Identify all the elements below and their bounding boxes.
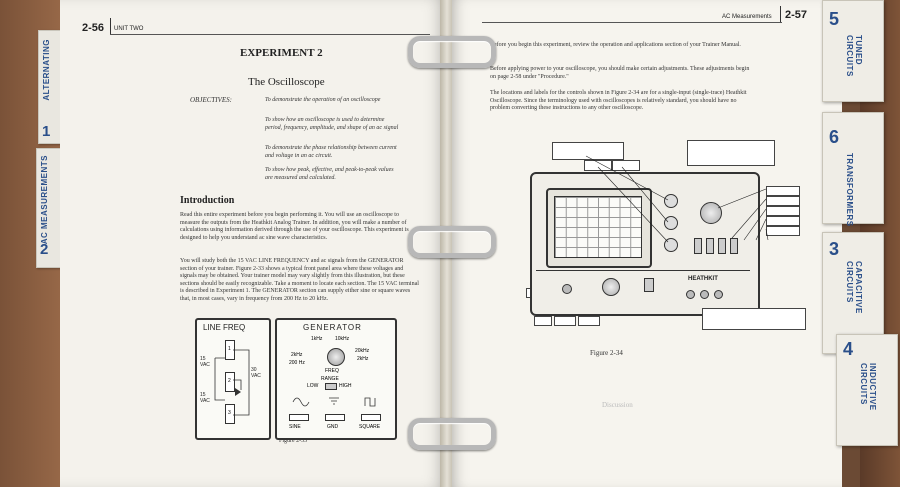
left-page	[60, 0, 445, 487]
objective-1: To demonstrate the operation of an oscilloscope	[265, 97, 381, 103]
figure-2-34-caption: Figure 2-34	[590, 349, 623, 357]
line-freq-panel	[195, 318, 271, 440]
right-header-line	[482, 22, 782, 23]
callout-leader-lines	[522, 138, 822, 328]
gen-label-high: HIGH	[339, 383, 352, 389]
right-page-number: 2-57	[785, 9, 808, 21]
square-terminal[interactable]	[361, 414, 381, 421]
tab-number: 6	[829, 127, 840, 147]
gen-label-low: LOW	[307, 383, 319, 389]
right-paragraph-1: Before you begin this experiment, review the operation and applications section of your Trainer Manual.	[490, 42, 741, 48]
tab-label: ALTERNATING	[42, 39, 51, 101]
discussion-heading: Discussion	[602, 401, 633, 409]
callout-box	[534, 316, 552, 326]
objectives-label: OBJECTIVES:	[190, 96, 232, 104]
right-page-header: AC Measurements	[722, 14, 772, 20]
gen-label-20khz: 20kHz	[355, 348, 370, 354]
line-freq-title: LINE FREQ	[203, 323, 246, 332]
tab-label: CAPACITIVE CIRCUITS	[845, 261, 863, 314]
sine-terminal[interactable]	[289, 414, 309, 421]
tab-label: INDUCTIVE CIRCUITS	[859, 363, 877, 411]
terminal-number: 1	[228, 346, 231, 352]
binder-ring-bottom	[408, 418, 496, 450]
binder-ring-middle	[408, 226, 496, 258]
figure-2-34	[522, 138, 822, 328]
objective-3: To demonstrate the phase relationship between current and voltage in an ac circuit.	[265, 145, 397, 159]
vac-label-3: 15 VAC	[200, 392, 210, 404]
section-tab-transformers[interactable]	[822, 112, 884, 227]
experiment-title: EXPERIMENT 2	[240, 47, 323, 59]
binder-ring-top	[408, 36, 496, 68]
gen-label-200hz: 200 Hz	[289, 360, 305, 366]
ground-icon	[329, 398, 339, 404]
intro-paragraph-1: Read this entire experiment before you begin performing it. You will use an oscilloscope to measure the outputs from the Heathkit Analog Trainer. In addition, you will make a number of calculations using information derived through the use of your oscilloscope. This experiment is designed to help you understand ac sine wave characteristics.	[180, 212, 409, 241]
objective-4: To show how peak, effective, and peak-to-peak values are measured and calculated.	[265, 167, 394, 181]
tab-label: AC MEASUREMENTS	[40, 155, 49, 245]
callout-box	[578, 316, 600, 326]
callout-box	[554, 316, 576, 326]
right-paragraph-2: Before applying power to your oscilloscope, you should make certain adjustments. These adjustments begin on page 2-58 under "Procedure."	[490, 66, 750, 80]
line-freq-wiring	[197, 320, 269, 438]
figure-2-33-caption: Figure 2-33	[279, 438, 308, 444]
vac-label-1: 15 VAC	[200, 356, 210, 368]
gen-label-square: SQUARE	[359, 424, 381, 430]
gen-label-2khz-right: 2kHz	[357, 356, 369, 362]
waveform-symbols	[277, 392, 395, 412]
gen-label-1khz: 1kHz	[311, 336, 323, 342]
left-page-number: 2-56	[82, 22, 105, 34]
scope-brand: HEATHKIT	[688, 276, 718, 282]
left-header-rule	[110, 18, 111, 34]
terminal-number: 3	[228, 410, 231, 416]
terminal-number: 2	[228, 378, 231, 384]
tab-number: 5	[829, 9, 840, 29]
tab-number: 2	[40, 241, 49, 258]
gen-label-2khz-left: 2kHz	[291, 352, 303, 358]
sine-wave-icon	[293, 398, 309, 406]
callout-box	[702, 308, 806, 330]
left-unit-label: UNIT TWO	[114, 26, 144, 32]
square-wave-icon	[365, 398, 375, 406]
intro-paragraph-2: You will study both the 15 VAC LINE FREQUENCY and ac signals from the GENERATOR section of your trainer. Figure 2-33 shows a typical front panel area where these voltages and signals may be obtained. Your trainer model may vary slightly from this illustration, but these sections should be easily recognizable. Take a moment to locate each section. The 15 VAC terminal is described in Experiment 1. The GENERATOR section can supply either sine or square waves that, in most cases, vary in frequency from 200 Hz to 20 kHz.	[180, 258, 419, 302]
gen-label-freq: FREQ	[325, 368, 339, 374]
section-tab-inductive-circuits[interactable]	[836, 334, 898, 446]
left-header-line	[110, 34, 430, 35]
freq-knob[interactable]	[327, 348, 345, 366]
experiment-subtitle: The Oscilloscope	[248, 76, 325, 88]
tab-number: 3	[829, 239, 840, 259]
tab-number: 1	[42, 123, 51, 140]
gen-label-sine: SINE	[289, 424, 301, 430]
gen-label-10khz: 10kHz	[335, 336, 350, 342]
tab-number: 4	[843, 339, 854, 359]
generator-panel	[275, 318, 397, 440]
figure-2-33	[195, 318, 415, 444]
objective-2: To show how an oscilloscope is used to determine period, frequency, amplitude, and shape of an ac signal	[265, 117, 399, 131]
tab-label: TUNED CIRCUITS	[845, 35, 863, 77]
section-tab-tuned-circuits[interactable]	[822, 0, 884, 102]
gnd-terminal[interactable]	[325, 414, 345, 421]
right-header-rule	[780, 6, 781, 22]
range-switch[interactable]	[325, 383, 337, 390]
right-paragraph-3: The locations and labels for the controls shown in Figure 2-34 are for a single-input (single-trace) Heathkit Oscilloscope. Since the terminology used with oscilloscopes is relatively standard, you should have no problem converting these instructions to any other oscilloscope.	[490, 90, 747, 112]
ground-symbol-icon	[235, 388, 241, 396]
generator-title: GENERATOR	[303, 323, 362, 332]
vac-label-2: 30 VAC	[251, 367, 261, 379]
tab-label: TRANSFORMERS	[845, 153, 854, 227]
gen-label-range: RANGE	[321, 376, 339, 382]
right-page	[452, 0, 842, 487]
gen-label-gnd: GND	[327, 424, 339, 430]
intro-heading: Introduction	[180, 195, 235, 206]
